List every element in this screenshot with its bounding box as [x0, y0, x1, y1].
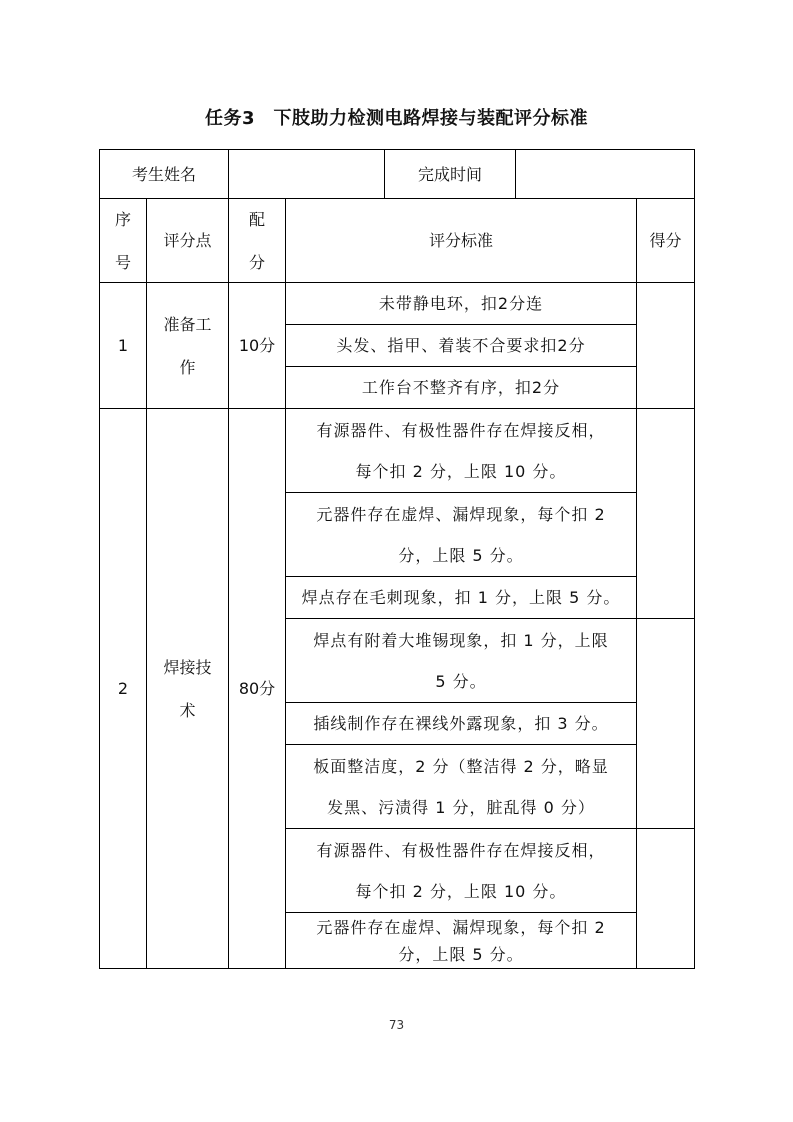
- criteria-line: 5 分。: [435, 671, 487, 691]
- section-2-no: 2: [100, 409, 147, 968]
- section-2-got-score-c[interactable]: [637, 829, 694, 968]
- section-1-point: [147, 283, 229, 409]
- column-header-point: 评分点: [147, 199, 229, 283]
- criteria-line: 每个扣 2 分，上限 10 分。: [355, 461, 567, 481]
- section-1-point-line1: 准备工: [163, 314, 212, 334]
- criteria-row: 焊点存在毛刺现象，扣 1 分，上限 5 分。: [286, 577, 637, 619]
- section-1-got-score[interactable]: [637, 283, 694, 409]
- criteria-row: [286, 913, 637, 968]
- criteria-line: 元器件存在虚焊、漏焊现象，每个扣 2: [316, 917, 606, 937]
- criteria-row: [286, 493, 637, 577]
- criteria-line: 元器件存在虚焊、漏焊现象，每个扣 2: [316, 504, 606, 524]
- examinee-name-value[interactable]: [229, 150, 385, 199]
- column-header-no-line2: 号: [114, 252, 131, 272]
- examinee-name-label: [100, 150, 229, 199]
- criteria-line: 有源器件、有极性器件存在焊接反相，: [316, 840, 606, 860]
- criteria-line: 有源器件、有极性器件存在焊接反相，: [316, 420, 606, 440]
- section-1-no: 1: [100, 283, 147, 409]
- completion-time-value[interactable]: [516, 150, 694, 199]
- completion-time-label: [385, 150, 516, 199]
- column-header-score: [229, 199, 286, 283]
- criteria-line: 板面整洁度，2 分（整洁得 2 分，略显: [313, 756, 609, 776]
- criteria-row: [286, 619, 637, 703]
- examinee-name-label-text: 考生姓名: [131, 164, 196, 184]
- column-header-score-line2: 分: [248, 252, 265, 272]
- scoring-table: [99, 149, 695, 969]
- page-number: 73: [388, 1018, 405, 1032]
- section-1-score: 10分: [229, 283, 286, 409]
- column-header-criteria: 评分标准: [286, 199, 637, 283]
- criteria-line: 焊点有附着大堆锡现象，扣 1 分，上限: [313, 630, 609, 650]
- criteria-row: [286, 409, 637, 493]
- criteria-line: 发黑、污渍得 1 分，脏乱得 0 分）: [327, 797, 595, 817]
- criteria-row: 未带静电环，扣2分连: [286, 283, 637, 325]
- criteria-line: 分，上限 5 分。: [398, 944, 524, 964]
- column-header-no: [100, 199, 147, 283]
- section-2-point: [147, 409, 229, 968]
- completion-time-label-text: 完成时间: [417, 164, 482, 184]
- section-2-got-score-b[interactable]: [637, 619, 694, 829]
- page-title: 任务3 下肢助力检测电路焊接与装配评分标准: [204, 108, 589, 129]
- criteria-row: [286, 829, 637, 913]
- section-2-point-line2: 术: [179, 700, 196, 720]
- criteria-row: 插线制作存在裸线外露现象，扣 3 分。: [286, 703, 637, 745]
- column-header-score-line1: 配: [248, 209, 265, 229]
- criteria-row: 头发、指甲、着装不合要求扣2分: [286, 325, 637, 367]
- criteria-line: 分，上限 5 分。: [398, 545, 524, 565]
- column-header-no-line1: 序: [114, 209, 131, 229]
- section-2-got-score-a[interactable]: [637, 409, 694, 619]
- section-2-point-line1: 焊接技: [163, 657, 212, 677]
- criteria-row: 工作台不整齐有序，扣2分: [286, 367, 637, 409]
- criteria-row: [286, 745, 637, 829]
- criteria-line: 每个扣 2 分，上限 10 分。: [355, 881, 567, 901]
- section-1-point-line2: 作: [179, 357, 196, 377]
- section-2-score: 80分: [229, 409, 286, 968]
- column-header-got: 得分: [637, 199, 694, 283]
